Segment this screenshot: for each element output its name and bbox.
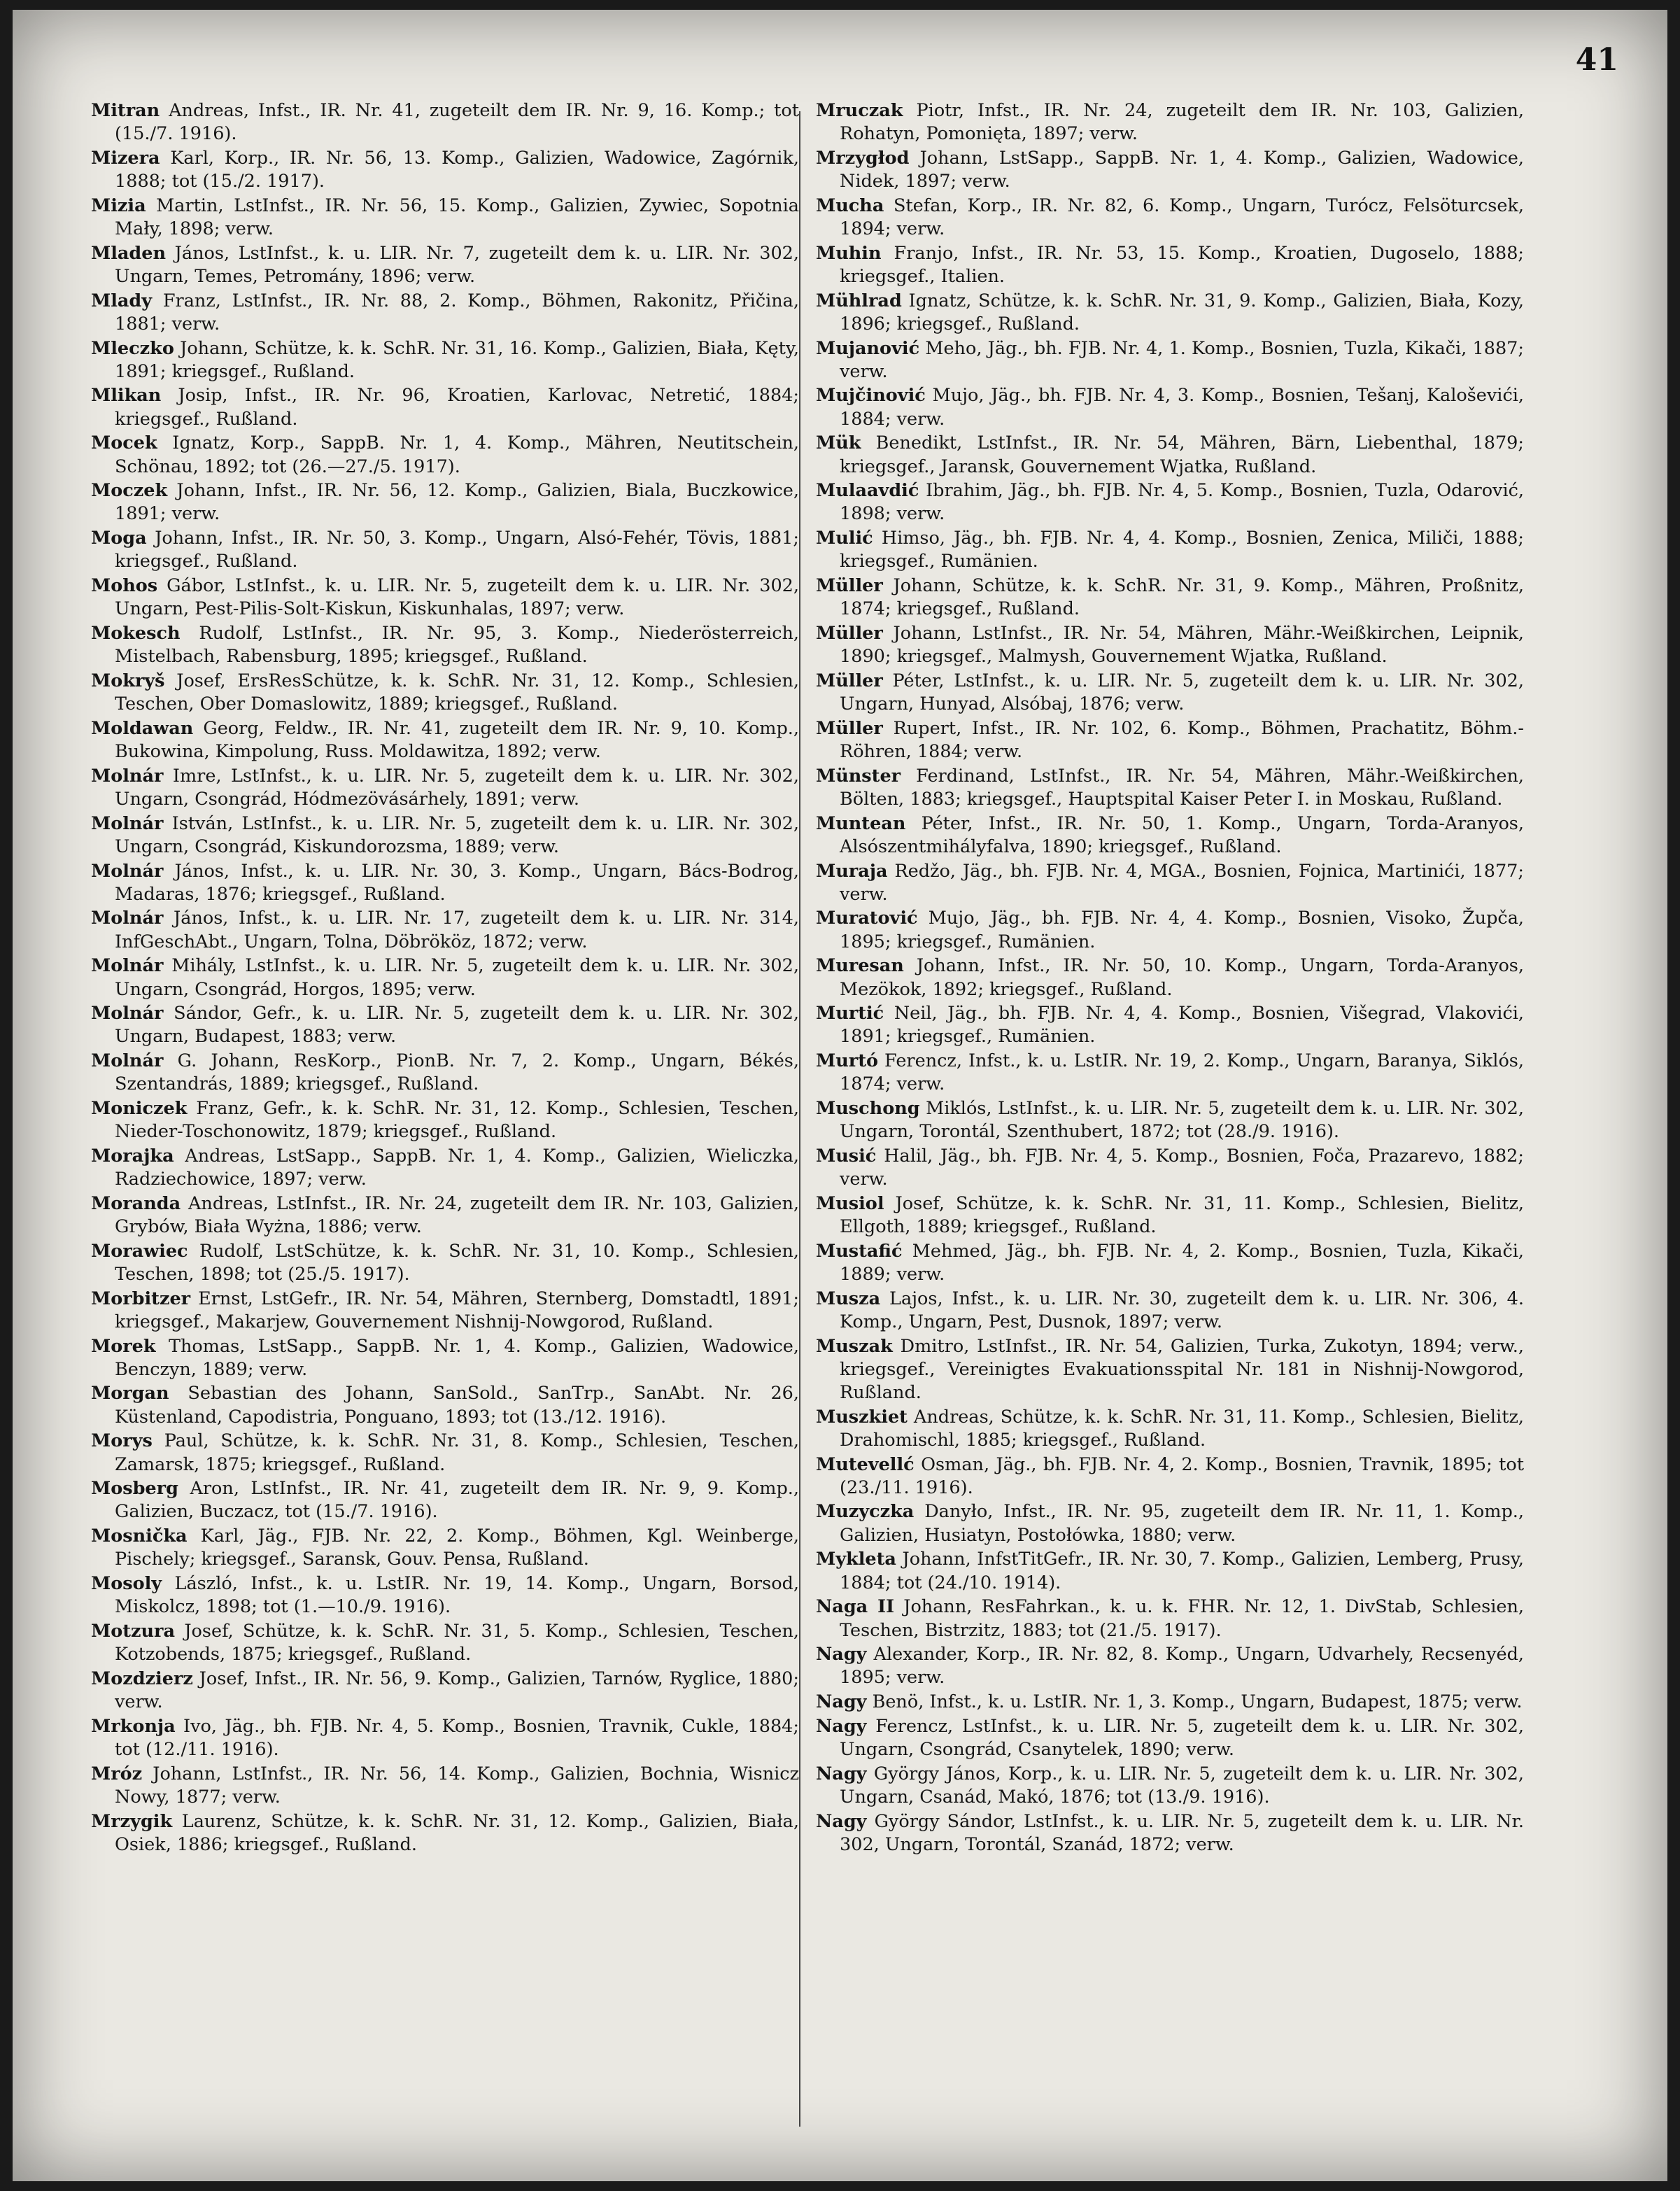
casualty-entry: [816, 1715, 1524, 1761]
entry-details: Péter, Infst., IR. Nr. 50, 1. Komp., Ungarn, Torda-Aranyos, Alsószentmihályfalva, 1890; kriegsgef., Rußland.: [840, 812, 1524, 857]
entry-surname: Molnár: [91, 1050, 164, 1072]
entry-details: Johann, LstInfst., IR. Nr. 54, Mähren, Mähr.-Weißkirchen, Leipnik, 1890; kriegsgef., Malmysh, Gouvernement Wjatka, Rußland.: [840, 622, 1525, 668]
casualty-entry: [816, 1691, 1524, 1714]
entry-surname: Muntean: [816, 812, 906, 834]
entry-surname: Mróz: [91, 1763, 143, 1784]
entry-surname: Nagy: [816, 1763, 867, 1784]
casualty-entry: [816, 1548, 1524, 1594]
entry-details: Alexander, Korp., IR. Nr. 82, 8. Komp., Ungarn, Udvarhely, Recsenyéd, 1895; verw.: [840, 1644, 1525, 1689]
casualty-entry: [91, 907, 799, 953]
casualty-entry: [91, 1335, 799, 1381]
entry-details: Andreas, LstSapp., SappB. Nr. 1, 4. Komp., Galizien, Wieliczka, Radziechowice, 1897; verw.: [115, 1145, 800, 1190]
entry-surname: Mocek: [91, 432, 157, 454]
entry-surname: Mühlrad: [816, 290, 902, 311]
casualty-entry: [91, 479, 799, 526]
entry-details: Paul, Schütze, k. k. SchR. Nr. 31, 8. Komp., Schlesien, Teschen, Zamarsk, 1875; kriegsgef., Rußland.: [115, 1430, 799, 1475]
entry-details: Johann, Infst., IR. Nr. 50, 3. Komp., Ungarn, Alsó-Fehér, Tövis, 1881; kriegsgef., Rußland.: [115, 528, 799, 572]
casualty-entry: [91, 954, 799, 1001]
casualty-entry: [91, 1572, 799, 1619]
entry-details: Dmitro, LstInfst., IR. Nr. 54, Galizien, Turka, Zukotyn, 1894; verw., kriegsgef., Vereinigtes Evakuationsspital Nr. 181 in Nishnij-Nowgorod, Rußland.: [840, 1335, 1524, 1403]
casualty-entry: [91, 1810, 799, 1857]
entry-surname: Münster: [816, 765, 901, 787]
entry-surname: Motzura: [91, 1621, 175, 1642]
entry-surname: Mujanović: [816, 337, 920, 359]
entry-details: Osman, Jäg., bh. FJB. Nr. 4, 2. Komp., Bosnien, Travnik, 1895; tot (23./11. 1916).: [840, 1453, 1524, 1498]
entry-surname: Mykleta: [816, 1549, 896, 1570]
casualty-entry: [816, 1595, 1524, 1642]
entry-details: Josip, Infst., IR. Nr. 96, Kroatien, Karlovac, Netretić, 1884; kriegsgef., Rußland.: [115, 385, 800, 430]
casualty-entry: [91, 1288, 799, 1334]
entry-details: Aron, LstInfst., IR. Nr. 41, zugeteilt dem IR. Nr. 9, 9. Komp., Galizien, Buczacz, tot (15./7. 1916).: [115, 1478, 799, 1523]
entry-details: Ferencz, Infst., k. u. LstIR. Nr. 19, 2. Komp., Ungarn, Baranya, Siklós, 1874; verw.: [840, 1050, 1524, 1095]
entry-details: Johann, Infst., IR. Nr. 50, 10. Komp., Ungarn, Torda-Aranyos, Mezökok, 1892; kriegsgef., Rußland.: [840, 955, 1524, 1000]
entry-surname: Mizia: [91, 195, 146, 216]
casualty-entry: [91, 1477, 799, 1523]
casualty-entry: [816, 1050, 1524, 1096]
entry-surname: Musiol: [816, 1192, 884, 1214]
entry-surname: Morawiec: [91, 1240, 188, 1262]
entry-surname: Muszak: [816, 1335, 893, 1357]
entry-details: Ignatz, Korp., SappB. Nr. 1, 4. Komp., Mähren, Neutitschein, Schönau, 1892; tot (26.—27./5. 1917).: [115, 432, 799, 477]
casualty-entry: [91, 812, 799, 859]
casualty-entry: [91, 1620, 799, 1666]
entry-surname: Mrkonja: [91, 1715, 176, 1737]
entry-details: Halil, Jäg., bh. FJB. Nr. 4, 5. Komp., Bosnien, Foča, Prazarevo, 1882; verw.: [840, 1145, 1524, 1190]
entry-surname: Mük: [816, 432, 861, 454]
entry-details: Ibrahim, Jäg., bh. FJB. Nr. 4, 5. Komp., Bosnien, Tuzla, Odarović, 1898; verw.: [840, 480, 1524, 525]
entry-details: Benedikt, LstInfst., IR. Nr. 54, Mähren, Bärn, Liebenthal, 1879; kriegsgef., Jaransk, Gouvernement Wjatka, Rußland.: [840, 432, 1524, 477]
entry-surname: Mucha: [816, 195, 884, 216]
entry-surname: Musić: [816, 1145, 877, 1167]
casualty-entry: [816, 1453, 1524, 1500]
entry-surname: Morys: [91, 1430, 153, 1452]
casualty-entry: [91, 147, 799, 193]
entry-details: Johann, Schütze, k. k. SchR. Nr. 31, 16. Komp., Galizien, Biała, Kęty, 1891; kriegsgef., Rußland.: [115, 337, 799, 382]
casualty-entry: [816, 337, 1524, 383]
entry-surname: Molnár: [91, 860, 164, 882]
entry-details: Sebastian des Johann, SanSold., SanTrp., SanAbt. Nr. 26, Küstenland, Capodistria, Ponguano, 1893; tot (13./12. 1916).: [115, 1383, 799, 1428]
entry-surname: Mozdzierz: [91, 1668, 193, 1689]
casualty-entry: [816, 670, 1524, 716]
entry-details: Josef, ErsResSchütze, k. k. SchR. Nr. 31, 12. Komp., Schlesien, Teschen, Ober Domaslowitz, 1889; kriegsgef., Rußland.: [115, 670, 799, 715]
entry-details: G. Johann, ResKorp., PionB. Nr. 7, 2. Komp., Ungarn, Békés, Szentandrás, 1889; kriegsgef., Rußland.: [115, 1050, 799, 1095]
entry-surname: Naga II: [816, 1596, 895, 1618]
entry-details: Johann, ResFahrkan., k. u. k. FHR. Nr. 12, 1. DivStab, Schlesien, Teschen, Bistrzitz, 1883; tot (21./5. 1917).: [840, 1596, 1524, 1641]
entry-details: Josef, Schütze, k. k. SchR. Nr. 31, 11. Komp., Schlesien, Bielitz, Ellgoth, 1889; kriegsgef., Rußland.: [840, 1192, 1524, 1238]
entry-surname: Moldawan: [91, 717, 194, 739]
entry-surname: Mizera: [91, 147, 160, 169]
entry-details: Mehmed, Jäg., bh. FJB. Nr. 4, 2. Komp., Bosnien, Tuzla, Kikači, 1889; verw.: [840, 1240, 1525, 1285]
entry-details: László, Infst., k. u. LstIR. Nr. 19, 14. Komp., Ungarn, Borsod, Miskolcz, 1898; tot (1.—10./9. 1916).: [115, 1573, 799, 1618]
entry-details: Karl, Jäg., FJB. Nr. 22, 2. Komp., Böhmen, Kgl. Weinberge, Pischely; kriegsgef., Saransk, Gouv. Pensa, Rußland.: [115, 1526, 799, 1570]
entry-surname: Molnár: [91, 955, 164, 977]
casualty-entry: [816, 290, 1524, 336]
entry-surname: Mlikan: [91, 385, 162, 407]
entry-surname: Moranda: [91, 1192, 181, 1214]
entry-details: Josef, Infst., IR. Nr. 56, 9. Komp., Galizien, Tarnów, Ryglice, 1880; verw.: [115, 1668, 799, 1713]
entry-surname: Molnár: [91, 1003, 164, 1024]
entry-surname: Muraja: [816, 860, 888, 882]
entry-details: Mujo, Jäg., bh. FJB. Nr. 4, 4. Komp., Bosnien, Visoko, Župča, 1895; kriegsgef., Rumänien.: [840, 908, 1525, 952]
entry-surname: Murtó: [816, 1050, 878, 1072]
casualty-entry: [816, 1406, 1524, 1452]
entry-surname: Nagy: [816, 1644, 867, 1665]
entry-surname: Mustafić: [816, 1240, 903, 1262]
entry-surname: Mokryš: [91, 670, 165, 691]
entry-details: Himso, Jäg., bh. FJB. Nr. 4, 4. Komp., Bosnien, Zenica, Miliči, 1888; kriegsgef., Rumänien.: [840, 528, 1524, 572]
entry-details: Neil, Jäg., bh. FJB. Nr. 4, 4. Komp., Bosnien, Višegrad, Vlakovići, 1891; kriegsgef., Rumänien.: [840, 1003, 1524, 1048]
casualty-entry: [816, 1145, 1524, 1191]
entry-details: György János, Korp., k. u. LIR. Nr. 5, zugeteilt dem k. u. LIR. Nr. 302, Ungarn, Csanád, Makó, 1876; tot (13./9. 1916).: [840, 1763, 1524, 1808]
entry-surname: Mladen: [91, 242, 167, 264]
casualty-entry: [91, 717, 799, 763]
entry-details: Mujo, Jäg., bh. FJB. Nr. 4, 3. Komp., Bosnien, Tešanj, Kaloševići, 1884; verw.: [840, 385, 1524, 430]
casualty-entry: [91, 1763, 799, 1809]
entry-surname: Morek: [91, 1335, 156, 1357]
casualty-entry: [816, 1763, 1524, 1809]
entry-details: Johann, LstInfst., IR. Nr. 56, 14. Komp., Galizien, Bochnia, Wisnicz Nowy, 1877; verw.: [115, 1763, 800, 1808]
entry-surname: Muzyczka: [816, 1501, 915, 1523]
casualty-entry: [816, 1097, 1524, 1143]
entry-details: János, Infst., k. u. LIR. Nr. 30, 3. Komp., Ungarn, Bács-Bodrog, Madaras, 1876; kriegsgef., Rußland.: [115, 860, 799, 905]
entry-details: István, LstInfst., k. u. LIR. Nr. 5, zugeteilt dem k. u. LIR. Nr. 302, Ungarn, Csongrád, Kiskundorozsma, 1889; verw.: [115, 812, 799, 857]
entry-surname: Muschong: [816, 1098, 920, 1120]
casualty-entry: [91, 1715, 799, 1761]
casualty-entry: [816, 99, 1524, 146]
casualty-entry: [816, 147, 1524, 193]
casualty-entry: [816, 717, 1524, 763]
casualty-entry: [91, 860, 799, 906]
casualty-entry: [91, 1145, 799, 1191]
entry-details: Benö, Infst., k. u. LstIR. Nr. 1, 3. Komp., Ungarn, Budapest, 1875; verw.: [872, 1691, 1523, 1713]
casualty-entry: [816, 1810, 1524, 1857]
casualty-entry: [91, 1668, 799, 1714]
casualty-entry: [816, 907, 1524, 953]
entry-details: Danyło, Infst., IR. Nr. 95, zugeteilt dem IR. Nr. 11, 1. Komp., Galizien, Husiatyn, Postołówka, 1880; verw.: [840, 1501, 1524, 1546]
casualty-entry: [91, 195, 799, 241]
casualty-entry: [816, 954, 1524, 1001]
casualty-entry: [91, 384, 799, 430]
entry-surname: Murtić: [816, 1003, 884, 1024]
entry-details: Andreas, Infst., IR. Nr. 41, zugeteilt dem IR. Nr. 9, 16. Komp.; tot (15./7. 1916).: [115, 100, 799, 145]
casualty-entry: [91, 99, 799, 146]
casualty-entry: [91, 1430, 799, 1476]
casualty-entry: [91, 527, 799, 573]
casualty-entry: [91, 290, 799, 336]
casualty-entry: [816, 527, 1524, 573]
entry-surname: Mleczko: [91, 337, 174, 359]
entry-details: Johann, Schütze, k. k. SchR. Nr. 31, 9. Komp., Mähren, Proßnitz, 1874; kriegsgef., Rußland.: [840, 575, 1524, 620]
entry-surname: Mohos: [91, 575, 158, 597]
casualty-entry: [816, 242, 1524, 288]
entry-details: Mihály, LstInfst., k. u. LIR. Nr. 5, zugeteilt dem k. u. LIR. Nr. 302, Ungarn, Csongrád, Horgos, 1895; verw.: [115, 955, 799, 1000]
entry-details: Gábor, LstInfst., k. u. LIR. Nr. 5, zugeteilt dem k. u. LIR. Nr. 302, Ungarn, Pest-Pilis-Solt-Kiskun, Kiskunhalas, 1897; verw.: [115, 575, 799, 620]
casualty-entry: [91, 670, 799, 716]
entry-details: Johann, LstSapp., SappB. Nr. 1, 4. Komp., Galizien, Wadowice, Nidek, 1897; verw.: [840, 147, 1524, 192]
entry-surname: Mutevellć: [816, 1453, 915, 1475]
entry-details: Miklós, LstInfst., k. u. LIR. Nr. 5, zugeteilt dem k. u. LIR. Nr. 302, Ungarn, Torontál, Szenthubert, 1872; tot (28./9. 1916).: [840, 1098, 1524, 1143]
entry-surname: Molnár: [91, 765, 164, 787]
entry-details: János, Infst., k. u. LIR. Nr. 17, zugeteilt dem k. u. LIR. Nr. 314, InfGeschAbt., Ungarn, Tolna, Döbrököz, 1872; verw.: [115, 908, 800, 952]
entry-surname: Moczek: [91, 480, 168, 502]
entry-surname: Mrzygik: [91, 1810, 173, 1832]
entry-surname: Mujčinović: [816, 385, 926, 407]
casualty-entry: [91, 1097, 799, 1143]
entry-details: János, LstInfst., k. u. LIR. Nr. 7, zugeteilt dem k. u. LIR. Nr. 302, Ungarn, Temes, Petromány, 1896; verw.: [115, 242, 800, 287]
casualty-entry: [816, 1288, 1524, 1334]
entry-details: Lajos, Infst., k. u. LIR. Nr. 30, zugeteilt dem k. u. LIR. Nr. 306, 4. Komp., Ungarn, Pest, Dusnok, 1897; verw.: [840, 1288, 1524, 1332]
entry-surname: Muresan: [816, 955, 904, 977]
entry-surname: Moniczek: [91, 1098, 188, 1120]
casualty-entry: [91, 1382, 799, 1428]
casualty-entry: [816, 479, 1524, 526]
casualty-entry: [816, 195, 1524, 241]
document-page: [13, 10, 1667, 2181]
casualty-entry: [816, 575, 1524, 621]
entry-details: Ignatz, Schütze, k. k. SchR. Nr. 31, 9. Komp., Galizien, Biała, Kozy, 1896; kriegsgef., Rußland.: [840, 290, 1524, 334]
casualty-entry: [816, 384, 1524, 430]
right-column: [816, 99, 1524, 1858]
entry-surname: Müller: [816, 622, 883, 644]
casualty-entry: [91, 765, 799, 811]
entry-surname: Morbitzer: [91, 1288, 191, 1309]
casualty-entry: [816, 860, 1524, 906]
casualty-entry: [91, 1240, 799, 1286]
entry-surname: Müller: [816, 670, 883, 691]
casualty-entry: [816, 1002, 1524, 1048]
entry-details: Ernst, LstGefr., IR. Nr. 54, Mähren, Sternberg, Domstadtl, 1891; kriegsgef., Makarjew, Gouvernement Nishnij-Nowgorod, Rußland.: [115, 1288, 799, 1332]
casualty-entry: [91, 242, 799, 288]
entry-surname: Mruczak: [816, 100, 903, 121]
entry-surname: Moga: [91, 528, 147, 549]
casualty-entry: [816, 812, 1524, 859]
entry-details: Ferencz, LstInfst., k. u. LIR. Nr. 5, zugeteilt dem k. u. LIR. Nr. 302, Ungarn, Csongrád, Csanytelek, 1890; verw.: [840, 1715, 1524, 1761]
entry-surname: Muhin: [816, 242, 882, 264]
casualty-entry: [91, 575, 799, 621]
entry-surname: Mosoly: [91, 1573, 162, 1595]
entry-details: Ivo, Jäg., bh. FJB. Nr. 4, 5. Komp., Bosnien, Travnik, Cukle, 1884; tot (12./11. 1916).: [115, 1715, 799, 1761]
entry-surname: Müller: [816, 575, 883, 597]
entry-details: Andreas, LstInfst., IR. Nr. 24, zugeteilt dem IR. Nr. 103, Galizien, Grybów, Biała Wyżna, 1886; verw.: [115, 1192, 799, 1238]
entry-surname: Mosberg: [91, 1478, 178, 1500]
casualty-entry: [91, 1192, 799, 1239]
entry-surname: Nagy: [816, 1691, 867, 1713]
entry-details: Franz, LstInfst., IR. Nr. 88, 2. Komp., Böhmen, Rakonitz, Přičina, 1881; verw.: [115, 290, 799, 334]
entry-details: Stefan, Korp., IR. Nr. 82, 6. Komp., Ungarn, Turócz, Felsöturcsek, 1894; verw.: [840, 195, 1524, 240]
entry-surname: Müller: [816, 717, 883, 739]
entry-surname: Morajka: [91, 1145, 174, 1167]
entry-surname: Mulić: [816, 528, 873, 549]
entry-details: Thomas, LstSapp., SappB. Nr. 1, 4. Komp., Galizien, Wadowice, Benczyn, 1889; verw.: [115, 1335, 799, 1380]
entry-surname: Mitran: [91, 100, 160, 121]
column-divider: [799, 111, 800, 2127]
entry-surname: Molnár: [91, 812, 164, 834]
entry-surname: Nagy: [816, 1810, 867, 1832]
entry-surname: Mlady: [91, 290, 153, 311]
casualty-entry: [91, 622, 799, 668]
entry-surname: Musza: [816, 1288, 881, 1309]
entry-details: Redžo, Jäg., bh. FJB. Nr. 4, MGA., Bosnien, Fojnica, Martinići, 1877; verw.: [840, 860, 1524, 905]
entry-surname: Mokesch: [91, 622, 181, 644]
casualty-entry: [816, 765, 1524, 811]
entry-details: Josef, Schütze, k. k. SchR. Nr. 31, 5. Komp., Schlesien, Teschen, Kotzobends, 1875; kriegsgef., Rußland.: [115, 1621, 799, 1665]
entry-details: Franjo, Infst., IR. Nr. 53, 15. Komp., Kroatien, Dugoselo, 1888; kriegsgef., Italien.: [840, 242, 1525, 287]
entry-details: Rudolf, LstSchütze, k. k. SchR. Nr. 31, 10. Komp., Schlesien, Teschen, 1898; tot (25./5. 1917).: [115, 1240, 799, 1285]
entry-details: Rudolf, LstInfst., IR. Nr. 95, 3. Komp., Niederösterreich, Mistelbach, Rabensburg, 1895; kriegsgef., Rußland.: [115, 622, 799, 668]
entry-surname: Nagy: [816, 1715, 867, 1737]
entry-details: Laurenz, Schütze, k. k. SchR. Nr. 31, 12. Komp., Galizien, Biała, Osiek, 1886; kriegsgef., Rußland.: [115, 1810, 799, 1855]
casualty-entry: [816, 432, 1524, 478]
casualty-entry: [816, 1500, 1524, 1547]
entry-surname: Mulaavdić: [816, 480, 919, 502]
casualty-entry: [91, 1002, 799, 1048]
casualty-entry: [816, 622, 1524, 668]
entry-surname: Muszkiet: [816, 1406, 908, 1428]
entry-surname: Morgan: [91, 1383, 169, 1404]
entry-details: Georg, Feldw., IR. Nr. 41, zugeteilt dem IR. Nr. 9, 10. Komp., Bukowina, Kimpolung, Russ. Moldawitza, 1892; verw.: [115, 717, 800, 762]
entry-details: Imre, LstInfst., k. u. LIR. Nr. 5, zugeteilt dem k. u. LIR. Nr. 302, Ungarn, Csongrád, Hódmezövásárhely, 1891; verw.: [115, 765, 799, 810]
left-column: [91, 99, 799, 1858]
entry-details: Meho, Jäg., bh. FJB. Nr. 4, 1. Komp., Bosnien, Tuzla, Kikači, 1887; verw.: [840, 337, 1525, 382]
entry-details: Johann, InfstTitGefr., IR. Nr. 30, 7. Komp., Galizien, Lemberg, Prusy, 1884; tot (24./10. 1914).: [840, 1549, 1524, 1593]
entry-details: Rupert, Infst., IR. Nr. 102, 6. Komp., Böhmen, Prachatitz, Böhm.-Röhren, 1884; verw.: [840, 717, 1524, 762]
entry-details: Martin, LstInfst., IR. Nr. 56, 15. Komp., Galizien, Zywiec, Sopotnia Mały, 1898; verw.: [115, 195, 799, 240]
entry-details: Karl, Korp., IR. Nr. 56, 13. Komp., Galizien, Wadowice, Zagórnik, 1888; tot (15./2. 1917).: [115, 147, 800, 192]
casualty-entry: [816, 1192, 1524, 1239]
entry-details: Péter, LstInfst., k. u. LIR. Nr. 5, zugeteilt dem k. u. LIR. Nr. 302, Ungarn, Hunyad, Alsóbaj, 1876; verw.: [840, 670, 1524, 715]
entry-details: Piotr, Infst., IR. Nr. 24, zugeteilt dem IR. Nr. 103, Galizien, Rohatyn, Pomonięta, 1897; verw.: [840, 100, 1524, 145]
entry-details: Johann, Infst., IR. Nr. 56, 12. Komp., Galizien, Biala, Buczkowice, 1891; verw.: [115, 480, 800, 525]
entry-surname: Muratović: [816, 908, 918, 929]
entry-details: Sándor, Gefr., k. u. LIR. Nr. 5, zugeteilt dem k. u. LIR. Nr. 302, Ungarn, Budapest, 1883; verw.: [115, 1003, 799, 1048]
entry-details: Ferdinand, LstInfst., IR. Nr. 54, Mähren, Mähr.-Weißkirchen, Bölten, 1883; kriegsgef., Hauptspital Kaiser Peter I. in Moskau, Rußland.: [840, 765, 1525, 810]
casualty-entry: [816, 1335, 1524, 1405]
page-number: 41: [1575, 42, 1618, 78]
entry-surname: Molnár: [91, 908, 164, 929]
entry-surname: Mrzygłod: [816, 147, 910, 169]
casualty-entry: [91, 1050, 799, 1096]
casualty-entry: [91, 1525, 799, 1571]
entry-surname: Mosnička: [91, 1526, 188, 1547]
casualty-entry: [816, 1240, 1524, 1286]
entry-details: György Sándor, LstInfst., k. u. LIR. Nr. 5, zugeteilt dem k. u. LIR. Nr. 302, Ungarn, Torontál, Szanád, 1872; verw.: [840, 1810, 1525, 1855]
casualty-entry: [91, 337, 799, 383]
casualty-entry: [816, 1643, 1524, 1689]
entry-details: Franz, Gefr., k. k. SchR. Nr. 31, 12. Komp., Schlesien, Teschen, Nieder-Toschonowitz, 1879; kriegsgef., Rußland.: [115, 1098, 800, 1143]
casualty-entry: [91, 432, 799, 478]
entry-details: Andreas, Schütze, k. k. SchR. Nr. 31, 11. Komp., Schlesien, Bielitz, Drahomischl, 1885; kriegsgef., Rußland.: [840, 1406, 1524, 1451]
